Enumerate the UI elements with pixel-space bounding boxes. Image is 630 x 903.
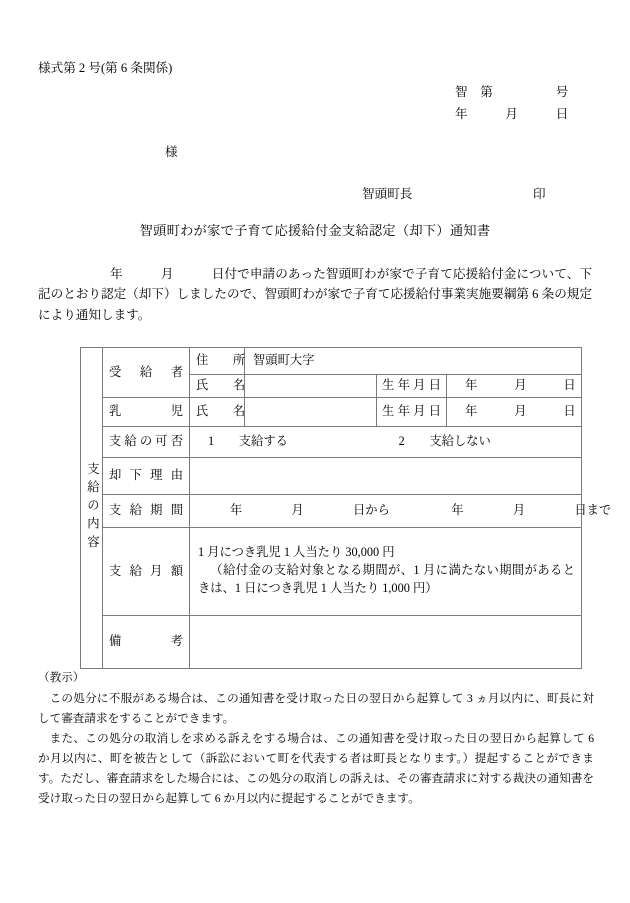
label-monthly-amount: 支 給 月 額: [103, 528, 190, 616]
table-row-recipient-address: [81, 348, 582, 375]
form-number: 様式第 2 号(第 6 条関係): [38, 61, 173, 75]
document-date-line: 年 月 日: [455, 107, 569, 121]
value-remarks[interactable]: [190, 616, 582, 669]
label-recipient-name: 氏 名: [190, 375, 245, 398]
lead-paragraph: [38, 264, 592, 325]
value-recipient-name[interactable]: [245, 375, 377, 398]
notes-heading: （教示）: [38, 671, 85, 684]
label-remarks: 備 考: [103, 616, 190, 669]
table-row-amount: [81, 528, 582, 616]
payment-details-table: [80, 347, 612, 669]
table-row-period: [81, 495, 582, 528]
table-row-infant: [81, 398, 582, 427]
value-infant-name[interactable]: [245, 398, 377, 427]
amount-line-2: （給付金の支給対象となる期間が、1 月に満たない期間があるときは、1 日につき乳児 1 人当たり 1,000 円）: [198, 563, 576, 595]
side-label-payment-content: 支給の内容: [81, 348, 103, 669]
page-title: 智頭町わが家で子育て応援給付金支給認定（却下）通知書: [139, 223, 491, 238]
label-recipient: 受 給 者: [103, 348, 190, 398]
table-row-rejection-reason: [81, 458, 582, 495]
amount-line-1: 1 月につき乳児 1 人当たり 30,000 円: [198, 545, 395, 560]
table-row-decision: [81, 427, 582, 458]
seal-icon: 印: [533, 187, 546, 201]
value-rejection-reason[interactable]: [190, 458, 582, 495]
issuer-name: 智頭町長: [362, 187, 413, 201]
label-infant-dob: 生 年 月 日: [377, 398, 447, 427]
lead-date-blank: 年 月 日: [110, 267, 225, 281]
lead-text: 付で申請のあった智頭町わが家で子育て応援給付金について、下記のとおり認定（却下）しましたので、智頭町わが家で子育て応援給付事業実施要綱第 6 条の規定により通知します。: [38, 267, 593, 322]
label-decision: 支給の可否: [103, 427, 190, 458]
value-monthly-amount: [190, 528, 582, 616]
table-row-remarks: [81, 616, 582, 669]
value-recipient-dob[interactable]: 年 月 日: [447, 375, 582, 398]
label-infant: 乳 児: [103, 398, 190, 427]
decision-options[interactable]: 1 支給する 2 支給しない: [190, 427, 582, 458]
value-infant-dob[interactable]: 年 月 日: [447, 398, 582, 427]
label-period: 支 給 期 間: [103, 495, 190, 528]
addressee-honorific: 様: [165, 145, 178, 159]
label-recipient-dob: 生 年 月 日: [377, 375, 447, 398]
instruction-notes: [38, 668, 594, 809]
notes-paragraph-2: また、この処分の取消しを求める訴えをする場合は、この通知書を受け取った日の翌日から起算して 6 か月以内に、町を被告として（訴訟において町を代表する者は町長となります。）提起することができます。ただし、審査請求をした場合には、この処分の取消しの訴えは、その審査請求に対する裁決の通知書を受け取った日の翌日から起算して 6 か月以内に提起することができます。: [38, 731, 594, 805]
value-address[interactable]: 智頭町大字: [245, 348, 582, 375]
notes-paragraph-1: この処分に不服がある場合は、この通知書を受け取った日の翌日から起算して 3 ヵ月以内に、町長に対して審査請求をすることができます。: [38, 691, 594, 725]
document-number-line: 智 第 号: [455, 85, 569, 99]
value-period[interactable]: 年 月 日から 年 月 日まで: [190, 495, 582, 528]
label-address: 住 所: [190, 348, 245, 375]
label-infant-name: 氏 名: [190, 398, 245, 427]
label-rejection-reason: 却 下 理 由: [103, 458, 190, 495]
